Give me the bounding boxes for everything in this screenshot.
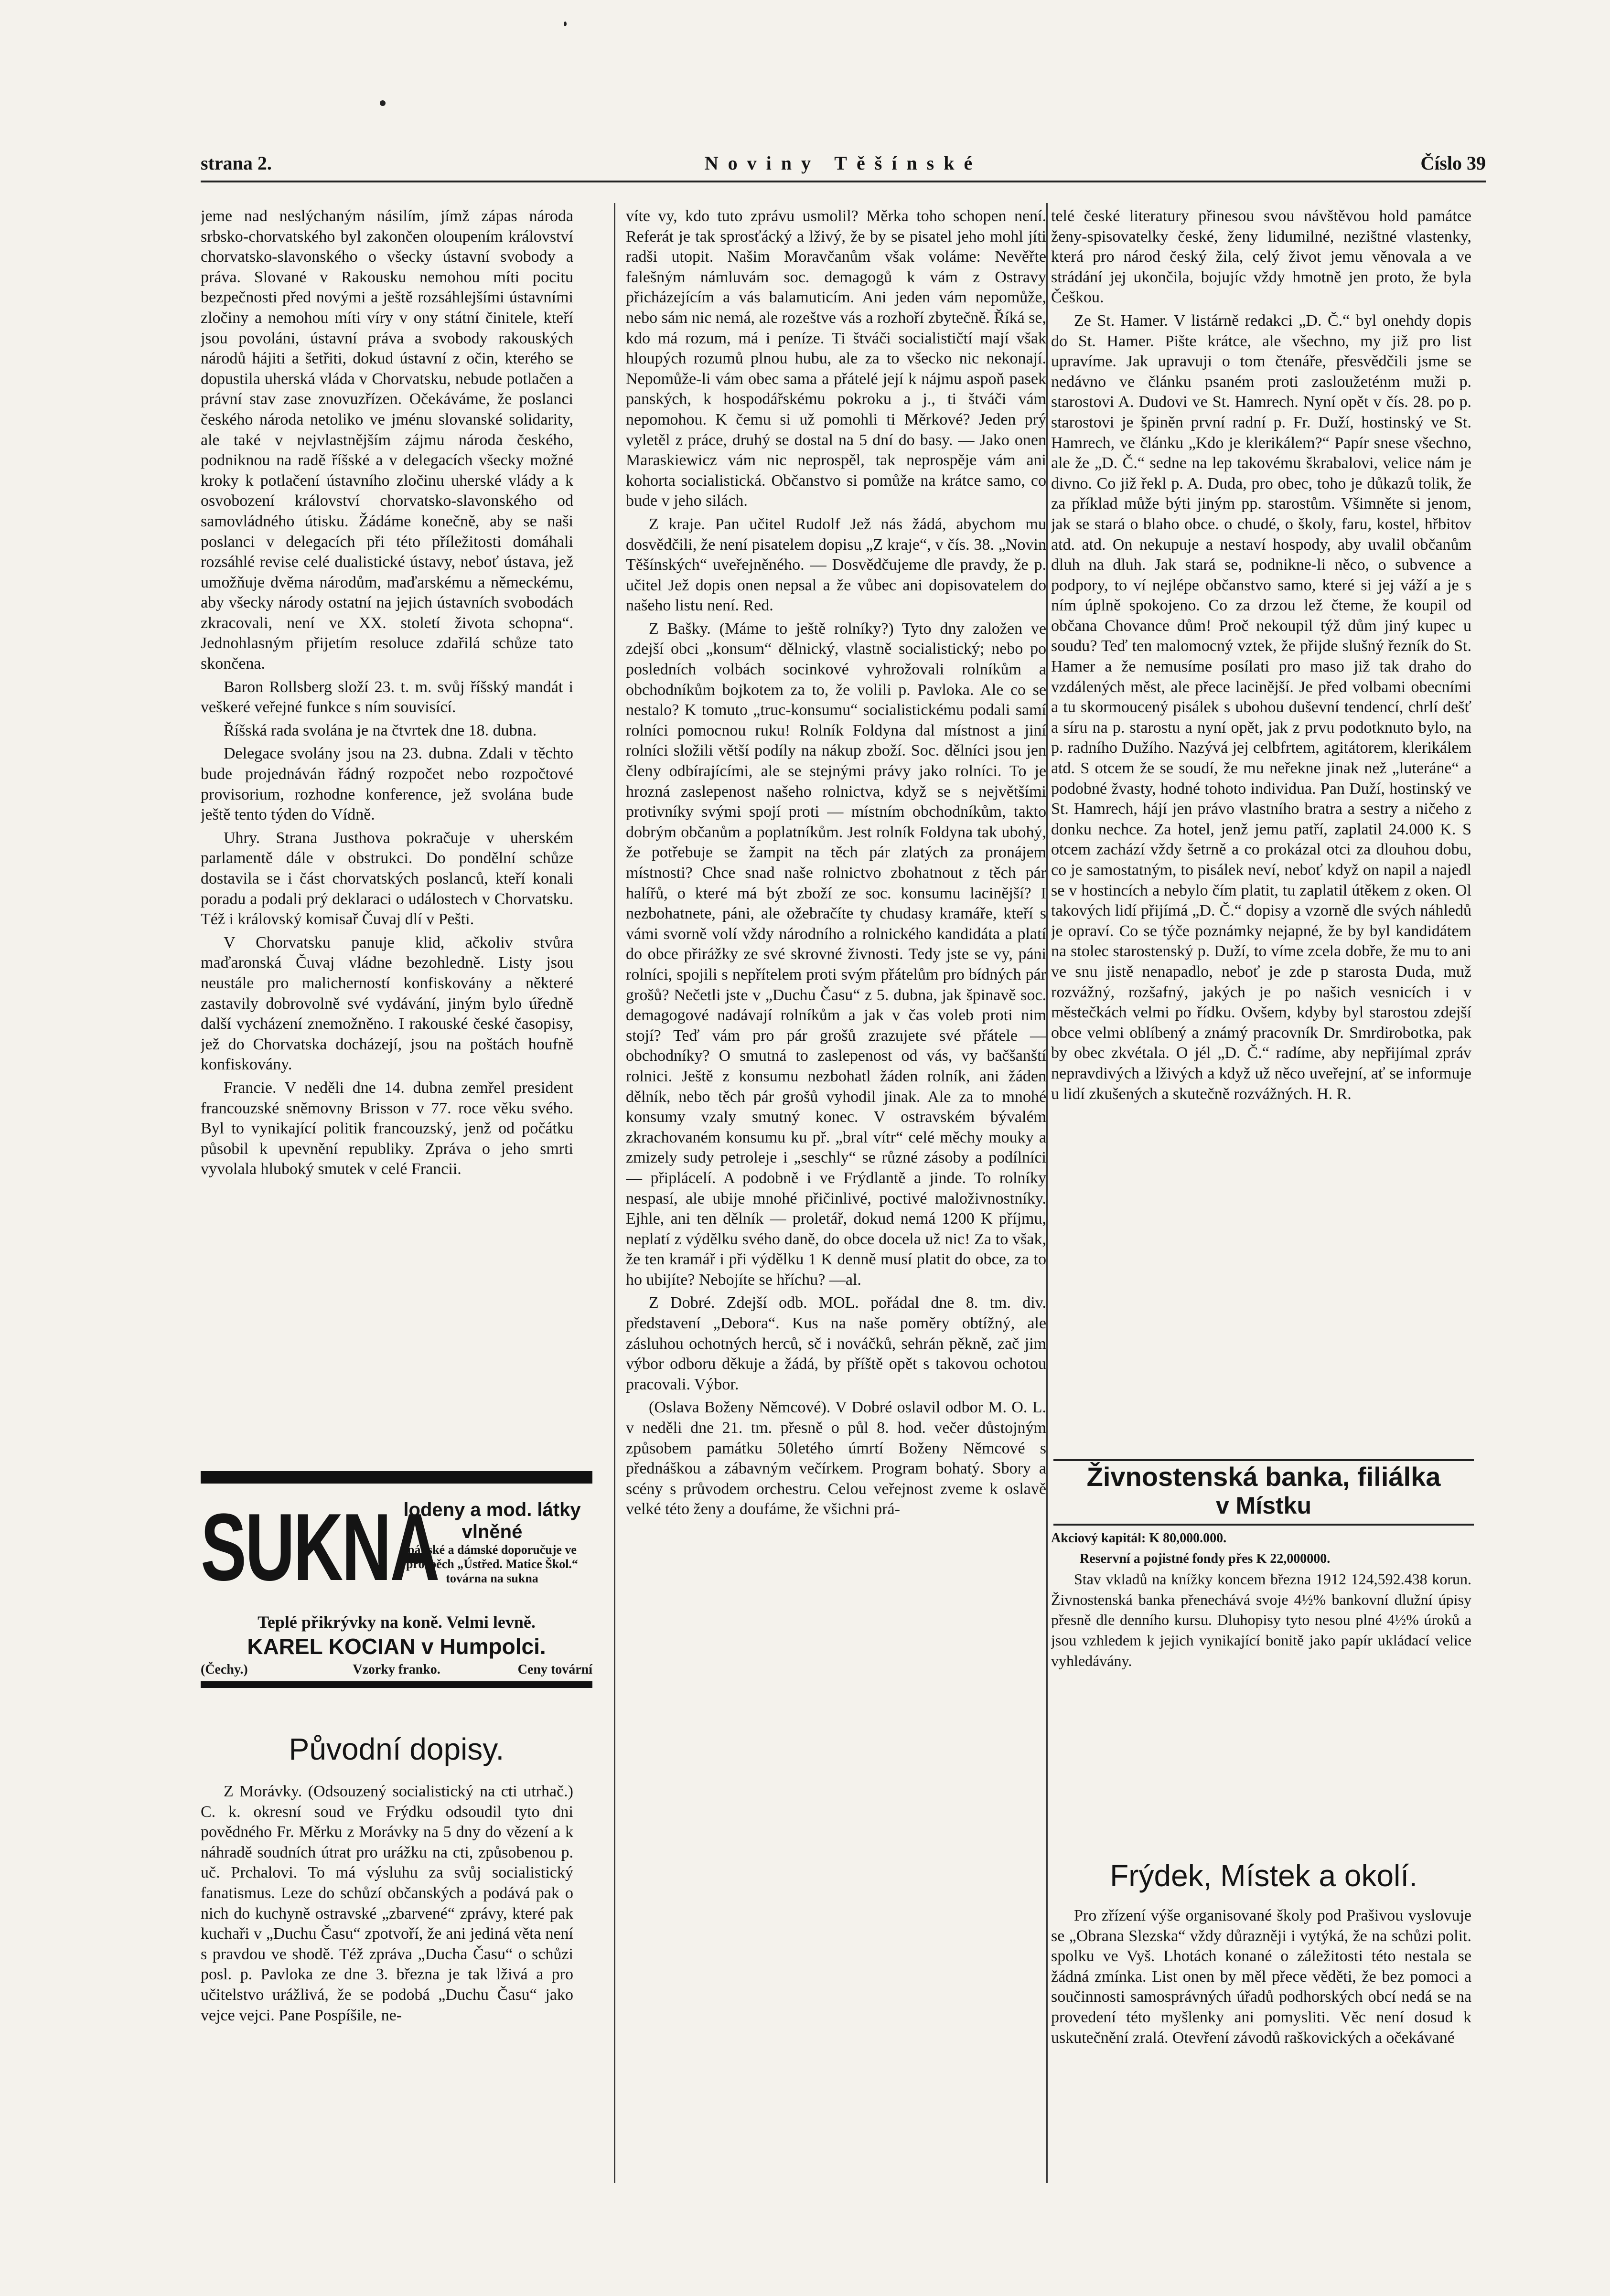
scan-speck: [564, 21, 567, 26]
bank-advertisement: [1053, 1462, 1474, 1519]
article-paragraph: Francie. V neděli dne 14. dubna zemřel president francouzské sněmovny Brisson v 77. roce věku svého. Byl to vynikající politik francouzský, jenž od počátku působil k upevnění republiky. Zpráva o jeho smrti vyvolala hluboký smutek v celé Francii.: [201, 1079, 573, 1178]
ad-footer-right: Ceny tovární: [517, 1662, 592, 1677]
column-3: [1051, 206, 1471, 1453]
article-paragraph: Pro zřízení výše organisované školy pod Prašivou vyslovuje se „Obrana Slezska“ vždy důrazněji i vytýká, že na schůzi polit. spolku ve Vyš. Lhotách konané o záležitosti této nestala se žádná zmínka. List onen by měl přece věděti, že bez pomoci a součinnosti samosprávných úřadů podhorských obcí nedá se na provedení této myšlenky ani pomysliti. Věc není dosud k uskutečnění zralá. Otevření závodů raškovických a očekávané: [1051, 1907, 1471, 2047]
newspaper-title: Noviny Těšínské: [704, 152, 982, 174]
article-paragraph: víte vy, kdo tuto zprávu usmolil? Měrka toho schopen není. Referát je tak sprosťácký a lživý, že by se pisatel jeho mohl jíti radši utopit. Našim Moravčanům však voláme: Nevěřte falešným námluvám soc. demagogů k vám z Ostravy přicházejícím a vás balamuticím. Ani jeden vám nepomůže, nebo sám nic nemá, ale rozeštve vás a rozhoří zbytečně. Říká se, kdo má rozum, má i peníze. Ti štváči socialističtí mají však hloupých rozumů plnou hubu, ale za to všecko nic nekonají. Nepomůže-li vám obec sama a přátelé její k nájmu aspoň pasek panských, k hospodářskému pokroku a j., ti štváči vám nepomohou. K čemu si už pomohli ti Měrkové? Jeden prý vyletěl z práce, druhý se dostal na 5 dní do basy. — Jako onen Maraskiewicz vám nic neprospěl, tak neprospěje vám ani kohorta socialistická. Občanstvo si pomůže na krátce samo, co bude v jeho silách.: [626, 207, 1046, 510]
ad-side-text: [397, 1499, 588, 1586]
bank-subtitle: v Místku: [1215, 1492, 1312, 1519]
issue-number: Číslo 39: [1420, 152, 1486, 174]
page-header: [201, 152, 1486, 181]
article-paragraph: Z kraje. Pan učitel Rudolf Jež nás žádá, abychom mu dosvědčili, že není pisatelem dopisu „Z kraje“, v čís. 38. „Novin Těšínských“ uveřejněného. — Dosvědčujeme dle pravdy, že p. učitel Jež dopis onen nepsal a že vůbec ani dopisovatelem do našeho listu není. Red.: [626, 515, 1046, 615]
ad-side-body: pánské a dámské doporučuje ve prospěch „Ústřed. Matice Škol.“ továrna na sukna: [406, 1543, 578, 1585]
ad-headline: SUKNA: [201, 1494, 439, 1601]
article-paragraph: Z Morávky. (Odsouzený socialistický na cti utrhač.) C. k. okresní soud ve Frýdku odsoudil tyto dni povědného Fr. Měrku z Morávky na 5 dny do vězení a k náhradě soudních útrat pro urážku na cti, způsobenou p. uč. Prchalovi. To má výsluhu za svůj socialistický fanatismus. Leze do schůzí občanských a podává pak o nich do kuchyně ostravské „zbarvené“ zprávy, které pak kuchaři v „Duchu Času“ zpotvoří, že ani jediná věta není s pravdou ve shodě. Též zpráva „Ducha Času“ o schůzi posl. p. Pavloka ze dne 3. března je tak lživá a pro učitelstvo urážlivá, že se podobá „Duchu Času“ jako vejce vejci. Pane Pospíšile, ne-: [201, 1783, 573, 2024]
sukna-advertisement: [201, 1471, 592, 1688]
article-paragraph: Uhry. Strana Justhova pokračuje v uherském parlamentě dále v obstrukci. Do pondělní schůze dostavila se i část chorvatských poslanců, kteří konali poradu a podali prý deklaraci o událostech v Chorvatsku. Též i královský komisař Čuvaj dlí v Pešti.: [201, 829, 573, 929]
ad-line-1: Teplé přikrývky na koně. Velmi levně.: [258, 1613, 536, 1632]
article-paragraph: V Chorvatsku panuje klid, ačkoliv stvůra maďaronská Čuvaj vládne bezohledně. Listy jsou neustále pro malicherností konfiskovány a některé zastavily dobrovolně své vydávání, jiným bylo úředně další vycházení znemožněno. I rakouské české časopisy, jež do Chorvatska docházejí, jsou na poštách houfně konfiskovány.: [201, 933, 573, 1074]
scan-speck: [380, 100, 386, 106]
section-title: Původní dopisy.: [289, 1732, 504, 1766]
article-paragraph: (Oslava Boženy Němcové). V Dobré oslavil odbor M. O. L. v neděli dne 21. tm. přesně o půl 8. hod. večer důstojným způsobem památku 50letého úmrtí Boženy Němcové s přednáškou a zábavným večírkem. Program bohatý. Sbory a scény s průvodem orchestru. Celou veřejnost zveme k oslavě velké této ženy a doufáme, že všichni prá-: [626, 1399, 1046, 1518]
ad-footer: [201, 1662, 592, 1677]
bank-ad-top-rule: [1053, 1459, 1474, 1461]
article-paragraph: Baron Rollsberg složí 23. t. m. svůj říšský mandát i veškeré veřejné funkce s ním souvisící.: [201, 678, 573, 716]
bank-details: [1051, 1528, 1471, 1844]
column-1: [201, 206, 573, 1458]
article-paragraph: Z Dobré. Zdejší odb. MOL. pořádal dne 8. tm. div. představení „Debora“. Kus na naše poměry obtížný, ale zásluhou ochotných herců, sč i nováčků, sehrán pěkně, zač jim výbor odboru děkuje a žádá, by příště opět s takovou ochotou pracovali. Výbor.: [626, 1294, 1046, 1393]
bank-ad-bottom-rule: [1053, 1524, 1474, 1526]
ad-top-bar: [201, 1471, 592, 1484]
ad-side-title: lodeny a mod. látky vlněné: [403, 1499, 581, 1542]
article-paragraph: jeme nad neslýchaným násilím, jímž zápas národa srbsko-chorvatského byl zakončen oloupením království chorvatsko-slavonského o všecky ústavní svobody a práva. Slované v Rakousku nemohou míti pocitu bezpečnosti před novými a ještě rozsáhlejšími ústavními zločiny a nemohou míti víry v ony státní činitele, kteří jsou povoláni, ústavní práva a svobody rakouských národů hájiti a šetřiti, dokud ústavní z očin, kterého se dopustila uherská vláda v Chorvatsku, nebude potlačen a právní stav zase znovuzřízen. Očekáváme, že poslanci českého národa netoliko ve jménu slovanské solidarity, ale také v nejvlastnějším zájmu národa českého, podniknou na radě říšské a v delegacích všecky možné kroky k potlačení ústavního zločinu uherské vlády a k osvobození království chorvatsko-slavonského od samovládného útisku. Žádáme konečně, aby se naši poslanci v delegacích při této příležitosti domáhali rozsáhlé revise celé dualistické ústavy, neboť ústava, jež umožňuje dvěma národům, maďarskému a německému, aby všecky národy ostatní na jejich ústavních svobodách zkracovali, není ve XX. století života schopna“. Jednohlasným přijetím resoluce zdařilá schůze tato skončena.: [201, 207, 573, 673]
ad-company: KAREL KOCIAN v Humpolci.: [247, 1634, 546, 1659]
frydek-section-title: Frýdek, Místek a okolí.: [1110, 1858, 1417, 1893]
article-paragraph: Z Bašky. (Máme to ještě rolníky?) Tyto dny založen ve zdejší obci „konsum“ dělnický, vlastně socialistický; nebo po posledních volbách socinkové vyhrožovali rolníkům a obchodníkům bojkotem za to, že volili p. Pavloka. Ale co se nestalo? K tomuto „truc-konsumu“ socialistickému podali samí rolníci pomocnou ruku! Rolník Foldyna dal místnost a jiní rolníci složili větší podíly na nákup zboží. Soc. dělníci jsou jen členy odbírajícími, ale se stejnými právy jako rolníci. To je hrozná zaslepenost našeho rolnictva, když se s největšími protivníky svými spojí proti — místním obchodníkům, takto dobrým občanům a poplatníkům. Jest rolník Foldyna tak ubohý, že potřebuje se žampit na těch pár zlatých za pronájem místnosti? Chce snad naše rolnictvo zbohatnout z těch pár halířů, o které má být zboží ze soc. konsumu lacinější? I nezbohatnete, páni, ale ožebračíte ty chudasy kramáře, kteří s vámi svorně volí vždy národního a rolnického kandidáta a platí do obce přirážky ze své skrovné živnosti. Tedy jste se vy, páni rolníci, spojili s nepřítelem proti svým přátelům pro bídných pár grošů? Nečetli jste v „Duchu Času“ z 5. dubna, jak špinavě soc. demagogové nadávají rolníkům a jak v čas voleb proti nim stojí? Teď vám pro pár grošů zrazujete své přátele — obchodníky? O smutná to zaslepenost od vás, vy bačšanští rolnici. Ještě z konsumu nezbohatl žáden rolník, ani žáden dělník, nebo těch pár grošů vyhodil jinak. Ale za to mnohé konsumy vzaly smutný konec. V ostravském bývalém zkrachovaném konsumu ku př. „bral vítr“ celé měchy mouky a zmizely sudy petroleje i „seschly“ se různé zásoby a podílníci — připlácelí. A podobně i ve Frýdlantě a jinde. To rolníky nespasí, ale ubije mnohé přičinlivé, poctivé maloživnostníky. Ejhle, ani ten dělník — proletář, dokud nemá 1200 K příjmu, neplatí z výdělku svého daně, do obce docela už nic! Za to však, že ten kramář i při výdělku 1 K denně musí platit do obce, za to ho ubijíte? Nebojíte se hříchu? —al.: [626, 619, 1046, 1289]
article-paragraph: Ze St. Hamer. V listárně redakci „D. Č.“ byl onehdy dopis do St. Hamer. Pište krátce, ale všechno, my již pro list upravíme. Jak upravuji o tom čtenáře, přesvědčili jsme se nedávno ve článku psaném proti zasloužeténm muži p. starostovi A. Dudovi ve St. Hamrech. Nyní opět v čís. 28. po p. starostovi je špiněn první radní p. Fr. Duží, hostinský ve St. Hamrech, ve článku „Kdo je klerikálem?“ Papír snese všechno, ale že „D. Č.“ sedne na lep takovému škrabalovi, velice nám je divno. Co již řekl p. A. Duda, pro obec, toho je důkazů tolik, že za příklad může býti jiným pp. starostům. Všimněte si jenom, jak se stará o blaho obce. o chudé, o školy, faru, kostel, hřbitov atd. atd. On nekupuje a nestaví hospody, aby uvalil občanům dluh na dluh. Jak stará se, podnikne-li něco, o subvence a podpory, to ví nejlépe občanstvo samo, které si jej váží a je s ním úplně spokojeno. Co za drzou lež čteme, že koupil od občana Chovance dům! Proč nekoupil týž dům jiný kupec u soudu? Teď ten malomocný vztek, že přijde slušný řezník do St. Hamer a že nemusíme posílati pro maso již tak draho do vzdálených měst, ale přece lacinější. Je před volbami obecními a tu skormoucený pisálek s ubohou duševní tendencí, chrlí dešť a síru na p. starostu a nyní opět, jak z prvu podotknuto bylo, na p. radního Dužího. Nazývá jej celbfrtem, agitátorem, klerikálem atd. S otcem že se soudí, že mu neřekne jinak než „luteráne“ a podobné žvasty, hodné tohoto individua. Pan Duží, hostinský ve St. Hamrech, hájí jen právo vlastního bratra a sestry a ničeho z donku nechce. Za hotel, jenž jemu patří, zaplatil 24.000 K. S otcem zachází vždy šetrně a co prokázal otci za dlouhou dobu, co je samostatným, to pisálek neví, neboť když on napil a najedl se v hostincích a nebylo čím platit, tu zaplatil útěkem z oken. Ol takových lidí přijímá „D. Č.“ dopisy a vzorně dle svých náhledů je opraví. Co se týče poznámky nejapné, že by byl kandidátem na stolec starostenský p. Duží, to víme zcela dobře, že mu to ani ve snu jistě nenapadlo, neboť je zde p starosta Duda, muž rozvážný, rozšafný, jakých je po našich vesnicích i v městečkách velmi po řídku. Ovšem, kdyby byl starostou zdejší obce velmi oblíbený a známý pracovník Dr. Smrdirobotka, pak by obec zkvétala. O jél „D. Č.“ radíme, aby nepřijímal zpráv nepravdivých a lživých a když už něco uveřejní, ať se informuje u lidí zkušených a skutečně rozvážných. H. R.: [1051, 311, 1471, 1103]
header-rule: [201, 181, 1486, 182]
column-2: [626, 206, 1046, 2169]
page-number: strana 2.: [201, 152, 272, 174]
bank-reserves: Reservní a pojistné fondy přes K 22,000000.: [1080, 1551, 1331, 1566]
ad-footer-mid: Vzorky franko.: [353, 1662, 440, 1677]
article-paragraph: Říšská rada svolána je na čtvrtek dne 18. dubna.: [224, 721, 537, 739]
column-1-after: [201, 1782, 573, 2173]
bank-title: Živnostenská banka, filiálka: [1086, 1462, 1441, 1492]
column-3-after: [1051, 1906, 1471, 2173]
ad-bottom-bar: [201, 1681, 592, 1688]
bank-capital: Akciový kapitál: K 80,000.000.: [1051, 1531, 1227, 1546]
column-divider: [1046, 203, 1048, 2183]
article-paragraph: Delegace svolány jsou na 23. dubna. Zdali v těchto bude projednáván řádný rozpočet nebo rozpočtové provisorium, rozhodne konference, jež svolána bude ještě tento týden do Vídně.: [201, 745, 573, 824]
bank-text: Stav vkladů na knížky koncem března 1912 124,592.438 korun. Živnostenská banka přenechává svoje 4½% bankovní dlužní úpisy přesně dle denního kursu. Dluhopisy tyto nesou plné 4½% úroků a jsou vzhledem k jejich vynikající bonitě jako papír ukládací velice vyhledávány.: [1051, 1570, 1471, 1669]
ad-footer-left: (Čechy.): [201, 1662, 248, 1677]
column-divider: [614, 203, 615, 2183]
article-paragraph: telé české literatury přinesou svou návštěvou hold památce ženy-spisovatelky české, ženy lidumilné, nezištné vlastenky, která pro národ český žila, celý život jemu věnovala a ve strádání jej ukončila, bojujíc vždy hmotně jen proto, že byla Češkou.: [1051, 207, 1471, 307]
